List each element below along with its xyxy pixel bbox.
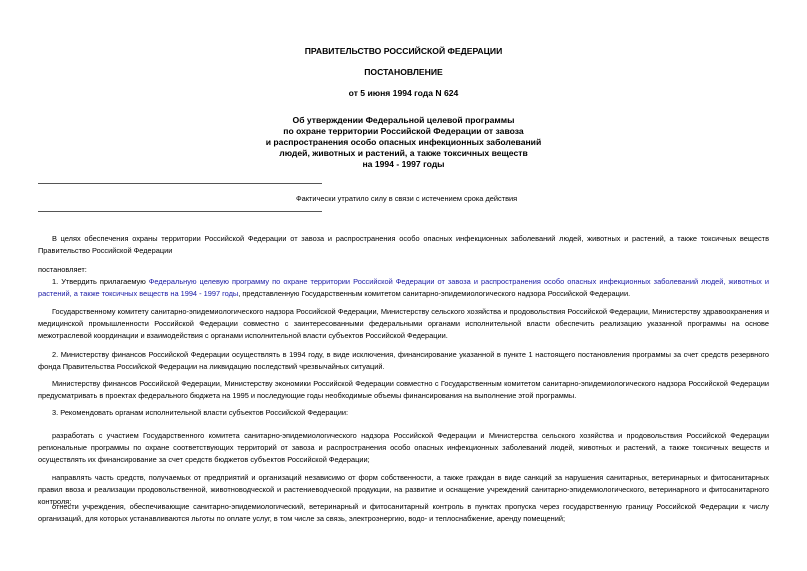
paragraph-1 bbox=[38, 276, 769, 300]
status-note: Фактически утратило силу в связи с истечением срока действия bbox=[296, 194, 518, 203]
government-heading: ПРАВИТЕЛЬСТВО РОССИЙСКОЙ ФЕДЕРАЦИИ bbox=[304, 46, 503, 56]
divider-top bbox=[38, 183, 322, 184]
title-line: людей, животных и растений, а также токсичных веществ bbox=[279, 148, 528, 158]
title-line: Об утверждении Федеральной целевой программы bbox=[292, 115, 515, 125]
paragraph-8: отнести учреждения, обеспечивающие санитарно-эпидемиологический, ветеринарный и фитосанитарный контроль в пунктах пропуска через государственную границу Российской Федерации к числу организаций, для которых устанавливаются льготы по оплате услуг, в том числе за связь, электроэнергию, водо- и теплоснабжение, аренду помещений; bbox=[38, 502, 769, 523]
intro-paragraph: В целях обеспечения охраны территории Российской Федерации от завоза и распространения особо опасных инфекционных заболеваний людей, животных и растений, а также токсичных веществ Правительство Российской Федерации bbox=[38, 234, 769, 255]
program-link[interactable]: Федеральную целевую программу по охране территории Российской Федерации от завоза и распространения особо опасных инфекционных заболеваний людей, животных и растений, а также токсичных веществ на 1994 - 1997 годы bbox=[38, 277, 769, 298]
paragraph-7: направлять часть средств, получаемых от предприятий и организаций независимо от форм собственности, а также граждан в виде санкций за нарушения санитарных, ветеринарных и фитосанитарных правил ввоза и реализации продовольственной, животноводческой и растениеводческой продукции, на развитие и оснащение учреждений санитарно-эпидемиологического, ветеринарного и фитосанитарного контроля; bbox=[38, 473, 769, 506]
title-line: и распространения особо опасных инфекционных заболеваний bbox=[265, 137, 542, 147]
title-line: на 1994 - 1997 годы bbox=[362, 159, 445, 169]
decree-word: постановляет: bbox=[38, 265, 87, 274]
doc-type-heading: ПОСТАНОВЛЕНИЕ bbox=[364, 67, 443, 77]
doc-date: от 5 июня 1994 года N 624 bbox=[348, 88, 459, 98]
divider-bottom bbox=[38, 211, 322, 212]
paragraph-6: разработать с участием Государственного комитета санитарно-эпидемиологического надзора Российской Федерации и Министерства сельского хозяйства и продовольствия Российской Федерации региональные программы по охране соответствующих территорий от завоза и распространения особо опасных инфекционных заболеваний людей, животных и растений, а также токсичных веществ и осуществлять их финансирование за счет средств бюджетов субъектов Российской Федерации; bbox=[38, 431, 769, 464]
paragraph-3: 2. Министерству финансов Российской Федерации осуществлять в 1994 году, в виде исключения, финансирование указанной в пункте 1 настоящего постановления программы за счет средств резервного фонда Правительства Российской Федерации на ликвидацию последствий чрезвычайных ситуаций. bbox=[38, 350, 769, 371]
paragraph-2: Государственному комитету санитарно-эпидемиологического надзора Российской Федерации, Министерству сельского хозяйства и продовольствия Российской Федерации, Министерству здравоохранения и медицинской промышленности Российской Федерации совместно с заинтересованными федеральными органами исполнительной власти обеспечить реализацию указанной программы на основе межотраслевой координации и взаимодействия с органами исполнительной власти субъектов Российской Федерации. bbox=[38, 307, 769, 340]
paragraph-1-lead: 1. Утвердить прилагаемую bbox=[52, 277, 149, 286]
title-line: по охране территории Российской Федерации от завоза bbox=[283, 126, 524, 136]
paragraph-4: Министерству финансов Российской Федерации, Министерству экономики Российской Федерации совместно с Государственным комитетом санитарно-эпидемиологического надзора Российской Федерации предусматривать в проектах федерального бюджета на 1995 и последующие годы необходимые объемы финансирования на выполнение этой программы. bbox=[38, 379, 769, 400]
paragraph-1-tail: , представленную Государственным комитетом санитарно-эпидемиологического надзора Российской Федерации. bbox=[238, 289, 631, 298]
paragraph-5: 3. Рекомендовать органам исполнительной власти субъектов Российской Федерации: bbox=[52, 408, 349, 417]
